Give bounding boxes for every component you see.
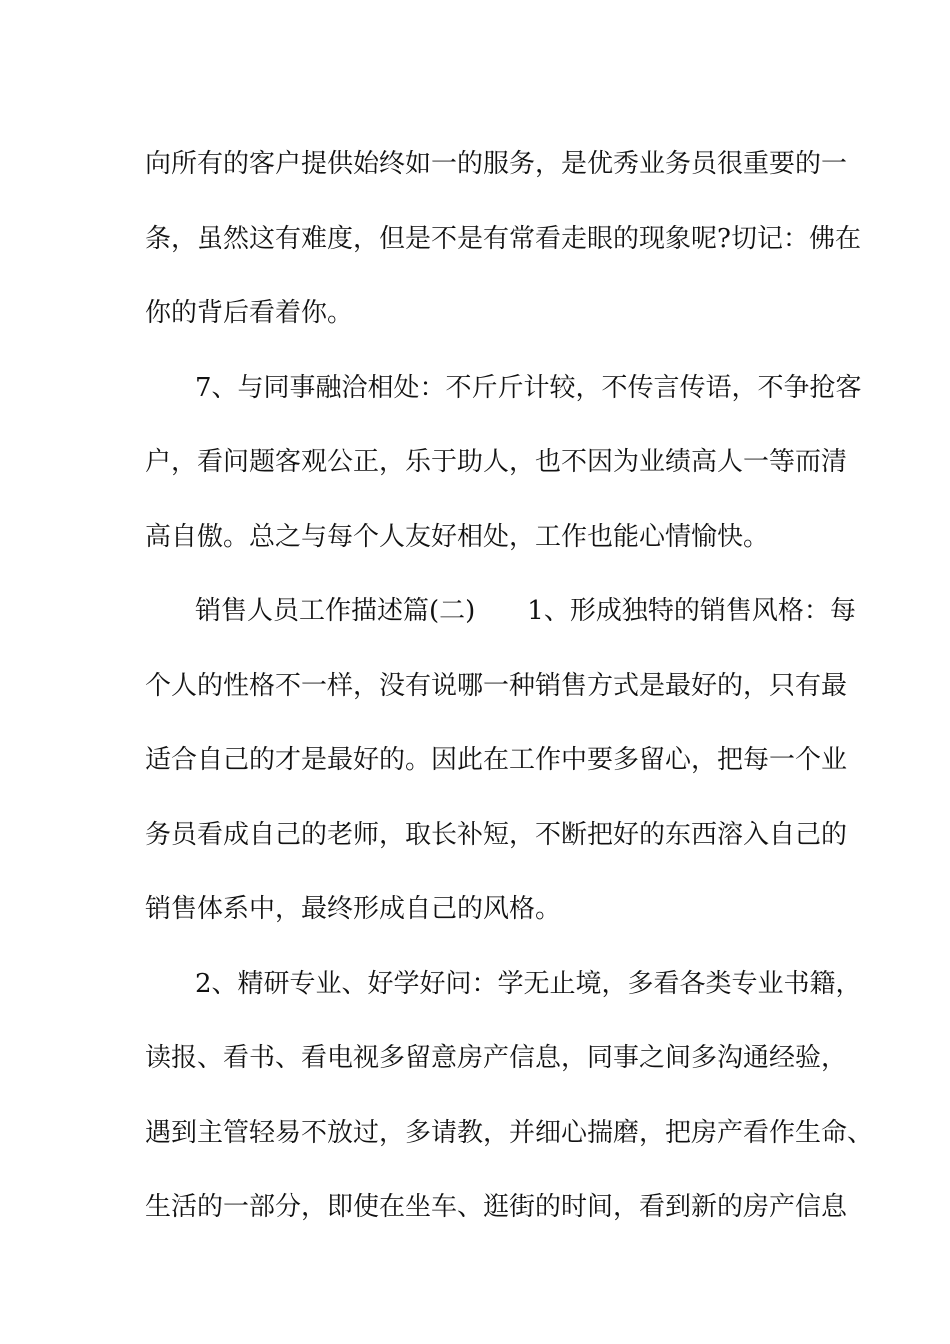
text-line: 高自傲。总之与每个人友好相处，工作也能心情愉快。 (145, 521, 770, 552)
paragraph-start-line: 7、与同事融洽相处：不斤斤计较，不传言传语，不争抢客 (195, 372, 862, 403)
text-line: 销售体系中，最终形成自己的风格。 (145, 894, 562, 924)
text-line: 条，虽然这有难度，但是不是有常看走眼的现象呢?切记：佛在 (145, 223, 861, 254)
text-line: 个人的性格不一样，没有说哪一种销售方式是最好的，只有最 (145, 670, 848, 701)
text-line: 适合自己的才是最好的。因此在工作中要多留心，把每一个业 (145, 745, 848, 775)
section-heading-line: 销售人员工作描述篇(二) 1、形成独特的销售风格：每 (195, 596, 856, 626)
text-line: 务员看成自己的老师，取长补短，不断把好的东西溶入自己的 (145, 819, 848, 850)
text-line: 生活的一部分，即使在坐车、逛街的时间，看到新的房产信息 (145, 1192, 848, 1222)
text-line: 户，看问题客观公正，乐于助人，也不因为业绩高人一等而清 (145, 447, 848, 477)
paragraph-start-line: 2、精研专业、好学好问：学无止境，多看各类专业书籍， (195, 968, 862, 999)
text-line: 你的背后看着你。 (145, 298, 354, 328)
text-line: 向所有的客户提供始终如一的服务，是优秀业务员很重要的一 (145, 149, 848, 179)
text-line: 读报、看书、看电视多留意房产信息，同事之间多沟通经验， (145, 1043, 848, 1073)
text-line: 遇到主管轻易不放过，多请教，并细心揣磨，把房产看作生命、 (145, 1117, 874, 1148)
document-body (145, 127, 874, 1245)
